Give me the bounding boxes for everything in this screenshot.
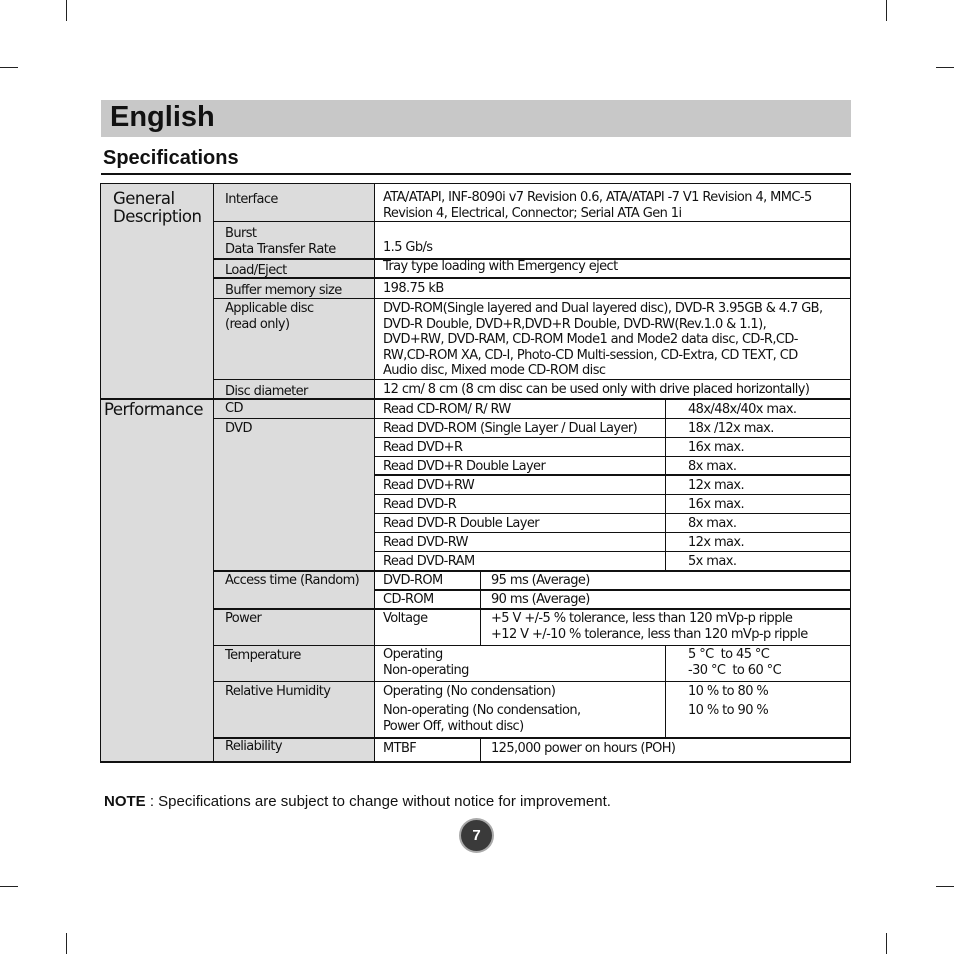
dvd-item: Read DVD-ROM (Single Layer / Dual Layer) <box>383 421 638 436</box>
crop-mark <box>66 933 67 954</box>
humidity-label: Relative Humidity <box>225 684 331 699</box>
crop-mark <box>0 67 18 68</box>
dvd-value: 8x max. <box>688 516 737 531</box>
table-border <box>100 183 101 763</box>
row-divider <box>375 532 851 533</box>
row-divider <box>375 494 851 495</box>
row-divider <box>375 437 851 438</box>
humidity-operating-value: 10 % to 80 % <box>688 684 769 699</box>
interface-value: ATA/ATAPI, INF-8090i v7 Revision 0.6, ATA/ATAPI -7 V1 Revision 4, MMC-5 Revision 4, Electrical, Connector; Serial ATA Gen 1i <box>383 190 812 221</box>
disc-diameter-value: 12 cm/ 8 cm (8 cm disc can be used only with drive placed horizontally) <box>383 382 810 397</box>
load-eject-label: Load/Eject <box>225 263 287 278</box>
humidity-nonoperating-value: 10 % to 90 % <box>688 703 769 718</box>
language-header-bar <box>101 100 851 137</box>
buffer-label: Buffer memory size <box>225 283 342 298</box>
column-divider <box>665 399 666 571</box>
column-divider <box>665 646 666 738</box>
reliability-value: 125,000 power on hours (POH) <box>491 741 676 756</box>
dvd-value: 16x max. <box>688 440 745 455</box>
crop-mark <box>0 886 18 887</box>
language-title: English <box>110 101 215 133</box>
row-divider <box>214 645 851 646</box>
applicable-disc-label: Applicable disc (read only) <box>225 301 314 332</box>
access-cd-rom-name: CD-ROM <box>383 592 434 607</box>
row-divider <box>214 737 851 739</box>
applicable-disc-value: DVD-ROM(Single layered and Dual layered disc), DVD-R 3.95GB & 4.7 GB, DVD-R Double, DVD+R,DVD+R Double, DVD-RW(Rev.1.0 & 1.1), DVD+RW, DVD-RAM, CD-ROM Mode1 and Mode2 data disc, CD-R,CD- RW,CD-ROM XA, CD-I, Photo-CD Multi-session, CD-Extra, CD TEXT, CD Audio disc, Mixed mode CD-ROM disc <box>383 301 823 378</box>
row-divider <box>214 418 851 419</box>
dvd-item: Read DVD-RW <box>383 535 468 550</box>
dvd-value: 12x max. <box>688 535 745 550</box>
crop-mark <box>886 0 887 21</box>
crop-mark <box>936 886 954 887</box>
row-divider <box>214 681 851 682</box>
footnote <box>104 793 611 810</box>
temperature-label: Temperature <box>225 648 301 663</box>
row-divider <box>214 277 851 279</box>
dvd-item: Read DVD-RAM <box>383 554 475 569</box>
dvd-value: 16x max. <box>688 497 745 512</box>
row-divider <box>214 608 851 610</box>
power-value: +5 V +/-5 % tolerance, less than 120 mVp-p ripple +12 V +/-10 % tolerance, less than 120 mVp-p ripple <box>491 611 808 642</box>
access-time-label: Access time (Random) <box>225 573 360 588</box>
dvd-value: 18x /12x max. <box>688 421 774 436</box>
table-border <box>850 183 851 763</box>
humidity-operating-name: Operating (No condensation) <box>383 684 556 699</box>
section-title: Specifications <box>103 147 239 169</box>
load-eject-value: Tray type loading with Emergency eject <box>383 259 618 274</box>
dvd-value: 12x max. <box>688 478 745 493</box>
crop-mark <box>936 67 954 68</box>
temperature-value: 5 °C to 45 °C -30 °C to 60 °C <box>688 647 782 678</box>
page-number-badge: 7 <box>461 820 492 851</box>
column-divider <box>374 183 375 762</box>
power-label: Power <box>225 611 262 626</box>
section-divider <box>101 173 851 175</box>
dvd-item: Read DVD+R <box>383 440 463 455</box>
power-name: Voltage <box>383 611 428 626</box>
humidity-nonoperating-name: Non-operating (No condensation, Power Off, without disc) <box>383 703 581 734</box>
dvd-item: Read DVD-R <box>383 497 457 512</box>
group-general-description: General Description <box>113 189 202 226</box>
reliability-label: Reliability <box>225 739 282 754</box>
dvd-value: 5x max. <box>688 554 737 569</box>
access-dvd-rom-name: DVD-ROM <box>383 573 443 588</box>
note-label: NOTE <box>104 793 146 810</box>
row-divider <box>214 570 851 572</box>
dvd-item: Read DVD+RW <box>383 478 475 493</box>
row-divider <box>375 589 851 591</box>
row-divider <box>214 221 851 222</box>
group-column-bg <box>101 183 214 761</box>
reliability-name: MTBF <box>383 741 417 756</box>
row-divider <box>375 513 851 514</box>
column-divider <box>480 738 481 761</box>
note-text: : Specifications are subject to change without notice for improvement. <box>145 793 611 810</box>
row-divider <box>214 379 851 380</box>
dvd-item: Read DVD-R Double Layer <box>383 516 539 531</box>
cd-value: 48x/48x/40x max. <box>688 402 797 417</box>
crop-mark <box>886 933 887 954</box>
cd-label: CD <box>225 401 243 416</box>
row-divider <box>375 456 851 457</box>
disc-diameter-label: Disc diameter <box>225 384 308 399</box>
dvd-value: 8x max. <box>688 459 737 474</box>
interface-label: Interface <box>225 192 278 207</box>
burst-value: 1.5 Gb/s <box>383 240 433 255</box>
burst-label: Burst Data Transfer Rate <box>225 226 336 257</box>
crop-mark <box>66 0 67 21</box>
row-divider <box>101 398 851 400</box>
row-divider <box>375 551 851 552</box>
cd-item: Read CD-ROM/ R/ RW <box>383 402 511 417</box>
group-performance: Performance <box>104 400 204 419</box>
access-dvd-rom-value: 95 ms (Average) <box>491 573 590 588</box>
temperature-name: Operating Non-operating <box>383 647 469 678</box>
dvd-item: Read DVD+R Double Layer <box>383 459 546 474</box>
access-cd-rom-value: 90 ms (Average) <box>491 592 590 607</box>
dvd-label: DVD <box>225 421 252 436</box>
buffer-value: 198.75 kB <box>383 281 444 296</box>
column-divider <box>213 183 214 762</box>
